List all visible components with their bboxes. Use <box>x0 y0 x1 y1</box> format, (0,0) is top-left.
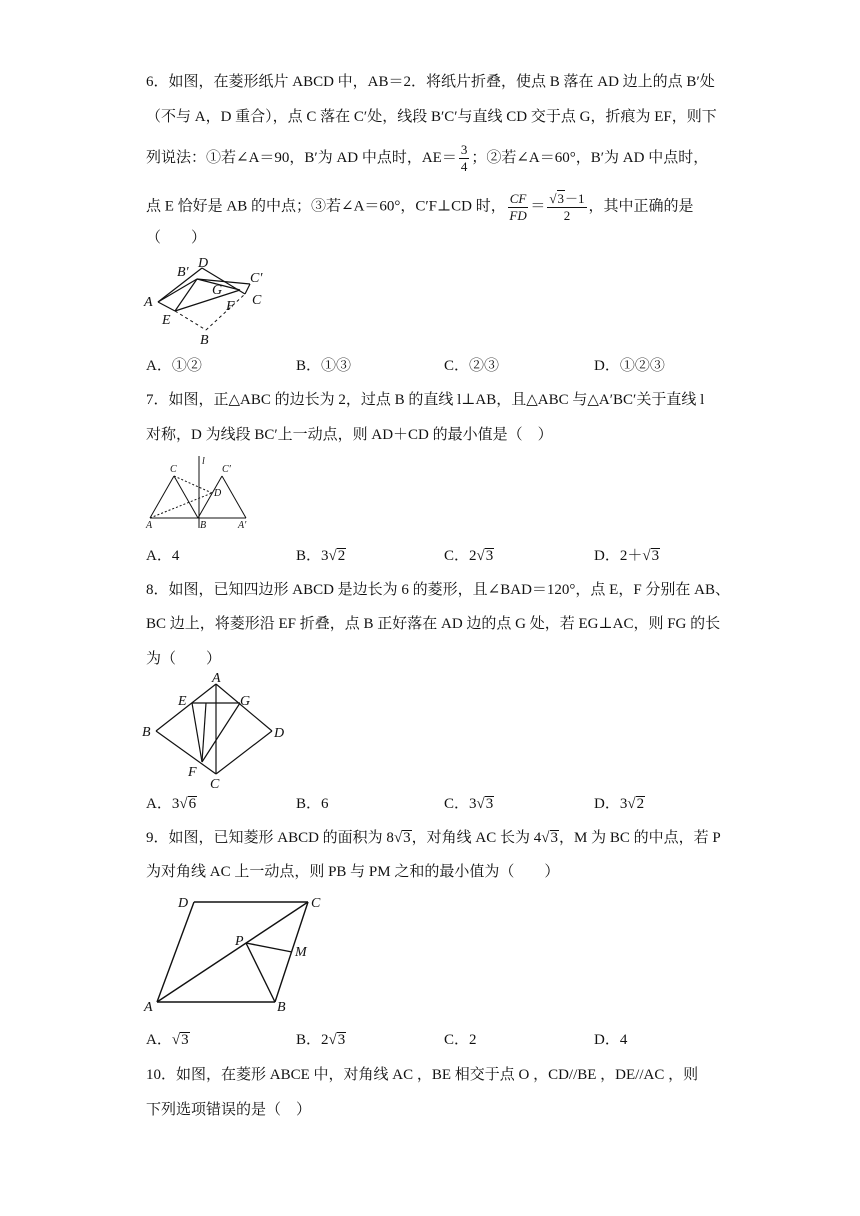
q8-option-b[interactable]: B．6 <box>296 796 329 812</box>
q9-line-1: 9．如图，已知菱形 ABCD 的面积为 8√3，对角线 AC 长为 4√3，M 为 BC 的中点，若 P <box>146 830 721 846</box>
label-b: B <box>200 333 209 346</box>
label-a-prime: A′ <box>238 520 247 531</box>
fraction-denominator: FD <box>509 207 527 223</box>
label-c: C <box>170 464 177 475</box>
q6-option-a[interactable]: A．①② <box>146 358 202 374</box>
option-text: A． <box>146 1032 172 1048</box>
q6-figure <box>140 254 275 351</box>
label-b: B <box>277 1000 286 1015</box>
q10-line-2: 下列选项错误的是（ ） <box>146 1102 312 1118</box>
q6-line-4-text-b: ，其中正确的是 <box>588 198 694 215</box>
fraction-denominator: 2 <box>563 208 571 223</box>
label-d: D <box>274 726 285 741</box>
fraction-numerator: √3－1 <box>549 191 585 206</box>
label-m: M <box>295 945 307 960</box>
label-e: E <box>162 313 171 328</box>
q8-option-a[interactable]: A．3√6 <box>146 796 197 812</box>
fraction-numerator: 3 <box>460 142 468 157</box>
q6-line-4-text-a: 点 E 恰好是 AB 的中点；③若∠A＝60°，C′F⊥CD 时， <box>146 198 506 215</box>
option-text: C．2 <box>444 548 477 564</box>
label-d: D <box>178 896 189 911</box>
radicand: 2 <box>337 548 346 564</box>
radicand: 3 <box>403 830 411 846</box>
q9-text-a: 9．如图，已知菱形 ABCD 的面积为 8 <box>146 830 394 846</box>
equals-sign: ＝ <box>530 198 546 215</box>
q8-option-c[interactable]: C．3√3 <box>444 796 494 812</box>
q9-text-c: ，M 为 BC 的中点，若 P <box>559 830 721 846</box>
label-a: A <box>146 520 153 531</box>
radicand: 3 <box>550 830 558 846</box>
q9-figure <box>140 890 340 1021</box>
label-c-prime: C′ <box>222 464 231 475</box>
q7-line-1: 7．如图，正△ABC 的边长为 2，过点 B 的直线 l⊥AB，且△ABC 与△A′BC′关于直线 l <box>146 392 705 408</box>
q9-option-c[interactable]: C．2 <box>444 1032 477 1048</box>
q7-line-2: 对称，D 为线段 BC′上一动点，则 AD＋CD 的最小值是（ ） <box>146 427 553 443</box>
radicand: 3 <box>337 1032 346 1048</box>
q6-option-b[interactable]: B．①③ <box>296 358 352 374</box>
fraction-denominator: 4 <box>460 159 468 174</box>
q7-option-a[interactable]: A．4 <box>146 548 180 564</box>
option-text: D．3 <box>594 796 628 812</box>
label-e: E <box>178 694 187 709</box>
label-a: A <box>212 671 221 686</box>
radicand: 3 <box>651 548 660 564</box>
q7-option-c[interactable]: C．2√3 <box>444 548 494 564</box>
q6-line-2: （不与 A，D 重合），点 C 落在 C′处，线段 B′C′与直线 CD 交于点 G，折痕为 EF，则下 <box>146 109 717 125</box>
option-text: D．2＋ <box>594 548 643 564</box>
q9-line-2: 为对角线 AC 上一动点，则 PB 与 PM 之和的最小值为（ ） <box>146 864 560 880</box>
radicand: 3 <box>557 191 565 206</box>
option-text: A．3 <box>146 796 180 812</box>
label-b-prime: B′ <box>177 265 189 280</box>
label-c: C <box>311 896 321 911</box>
label-b: B <box>142 725 151 740</box>
fraction-3-4 <box>459 142 470 175</box>
label-d: D <box>198 256 209 271</box>
label-p: P <box>235 934 244 949</box>
q6-line-1: 6．如图，在菱形纸片 ABCD 中，AB＝2．将纸片折叠，使点 B 落在 AD 边上的点 B′处 <box>146 74 715 90</box>
label-a: A <box>144 1000 153 1015</box>
fraction-cf-fd <box>508 191 529 224</box>
label-a: A <box>144 295 153 310</box>
label-g: G <box>240 694 251 709</box>
q7-option-d[interactable]: D．2＋√3 <box>594 548 660 564</box>
q9-text-b: ，对角线 AC 长为 4 <box>411 830 542 846</box>
q6-line-5: （ ） <box>146 230 207 246</box>
q8-line-2: BC 边上，将菱形沿 EF 折叠，点 B 正好落在 AD 边的点 G 处，若 EG⊥AC，则 FG 的长 <box>146 616 721 632</box>
label-b: B <box>200 520 207 531</box>
q8-line-3: 为（ ） <box>146 651 222 667</box>
label-c: C <box>252 293 262 308</box>
q10-line-1: 10．如图，在菱形 ABCE 中，对角线 AC ，BE 相交于点 O ，CD//BE ，DE//AC ，则 <box>146 1067 699 1083</box>
option-text: C．3 <box>444 796 477 812</box>
q7-option-b[interactable]: B．3√2 <box>296 548 346 564</box>
q6-line-3 <box>146 142 708 175</box>
q9-option-a[interactable]: A．√3 <box>146 1032 189 1048</box>
option-text: B．2 <box>296 1032 329 1048</box>
label-c: C <box>210 777 220 790</box>
label-f: F <box>188 765 197 780</box>
q8-line-1: 8．如图，已知四边形 ABCD 是边长为 6 的菱形，且∠BAD＝120°，点 E，F 分别在 AB、 <box>146 582 731 598</box>
label-l: l <box>202 456 205 467</box>
q6-line-4 <box>146 190 694 224</box>
option-text: B．3 <box>296 548 329 564</box>
q6-line-3-text-b: ；②若∠A＝60°，B′为 AD 中点时， <box>471 149 709 166</box>
q8-option-d[interactable]: D．3√2 <box>594 796 645 812</box>
label-d: D <box>214 488 222 499</box>
radicand: 3 <box>485 548 494 564</box>
numerator-rest: －1 <box>565 191 585 206</box>
radicand: 6 <box>188 796 197 812</box>
radicand: 2 <box>636 796 645 812</box>
radicand: 3 <box>485 796 494 812</box>
q6-option-d[interactable]: D．①②③ <box>594 358 665 374</box>
q7-figure <box>142 452 260 537</box>
fraction-numerator: CF <box>509 190 527 206</box>
q9-option-b[interactable]: B．2√3 <box>296 1032 346 1048</box>
fraction-sqrt3-minus-1-over-2 <box>547 190 586 224</box>
label-f: F <box>226 299 235 314</box>
label-g: G <box>212 283 223 298</box>
q6-option-c[interactable]: C．②③ <box>444 358 500 374</box>
label-c-prime: C′ <box>250 271 263 286</box>
q8-figure <box>140 670 292 795</box>
q9-option-d[interactable]: D．4 <box>594 1032 628 1048</box>
q6-line-3-text-a: 列说法：①若∠A＝90，B′为 AD 中点时，AE＝ <box>146 149 457 166</box>
radicand: 3 <box>181 1032 189 1048</box>
